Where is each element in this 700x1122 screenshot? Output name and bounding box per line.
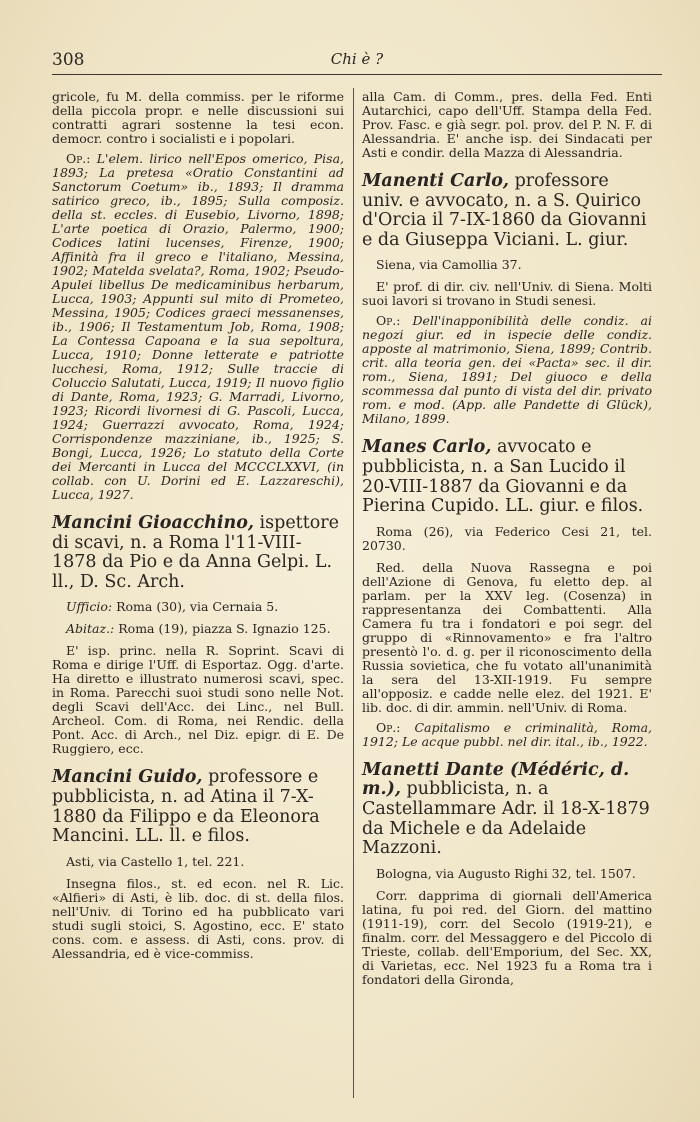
right-column — [362, 90, 652, 993]
column-divider — [353, 88, 354, 1098]
entry-biography: Insegna filos., st. ed econ. nel R. Lic. «Alfieri» di Asti, è lib. doc. di st. della filos. nell'Univ. di Torino ed ha pubblicato vari studi sugli stoici, S. Agostino, ecc. E' stato cons. com. e assess. di Asti, cons. prov. di Alessandria, ed è vice-commiss. — [52, 875, 344, 961]
entry-description: professore e pubblicista, n. ad Atina il 7-X-1880 da Filippo e da Eleonora Mancini. LL. ll. e filos. — [52, 767, 320, 847]
continued-entry-text: gricole, fu M. della commiss. per le riforme della piccola propr. e nelle discussioni sui contratti agrari sostenne la tesi econ. democr. contro i socialisti e i popolari. — [52, 89, 344, 146]
home-address — [52, 622, 344, 636]
works-list: L'elem. lirico nell'Epos omerico, Pisa, 1893; La pretesa «Oratio Constantini ad Sanctorum Coetum» ib., 1893; Il dramma satirico greco, ib., 1895; Sulla composiz. della st. eccles. di Eusebio, Livorno, 1898; L'arte poetica di Orazio, Palermo, 1900; Codices latini lucenses, Firenze, 1900; Affinità fra il greco e l'italiano, Messina, 1902; Matelda svelata?, Roma, 1902; Pseudo-Apulei libellus De medicaminibus herbarum, Lucca, 1903; Appunti sul mito di Prometeo, Messina, 1905; Codices graeci messanenses, ib., 1906; Il Testamentum Job, Roma, 1908; La Contessa Capoana e la sua sepoltura, Lucca, 1910; Donne letterate e patriotte lucchesi, Roma, 1912; Sulle traccie di Coluccio Salutati, Lucca, 1919; Il nuovo figlio di Dante, Roma, 1923; G. Marradi, Livorno, 1923; Ricordi livornesi di G. Pascoli, Lucca, 1924; Guerrazzi avvocato, Roma, 1924; Corrispondenze mazziniane, ib., 1925; S. Bongi, Lucca, 1926; Lo statuto della Corte dei Mercanti in Lucca del MCCCLXXVI, (in collab. con U. Dorini ed E. Lazzareschi), Lucca, 1927. — [52, 151, 344, 502]
continued-entry-works — [52, 152, 344, 502]
entry-address: Bologna, via Augusto Righi 32, tel. 1507. — [376, 865, 636, 881]
entry-heading-manetti-dante — [362, 761, 652, 859]
entry-heading-mancini-guido — [52, 768, 344, 846]
continued-entry-text: alla Cam. di Comm., pres. della Fed. Enti Autarchici, capo dell'Uff. Stampa della Fed. Prov. Fasc. e già segr. pol. prov. del P. N. F. di Alessandria. E' anche isp. dei Sindacati per Asti e condir. della Mazza di Alessandria. — [362, 89, 652, 160]
running-title: Chi è ? — [330, 50, 384, 68]
home-label: Abitaz.: — [66, 621, 115, 637]
home-value: Roma (19), piazza S. Ignazio 125. — [114, 621, 331, 637]
works-list: Dell'inapponibilità delle condiz. ai negozi giur. ed in ispecie delle condiz. apposte al matrimonio, Siena, 1899; Contrib. crit. alla teoria gen. dei «Pacta» sec. il dir. rom., Siena, 1891; Del giuoco e della scommessa dal punto di vista del dir. privato rom. e mod. (App. alle Pandette di Glück), Milano, 1899. — [362, 313, 652, 427]
works-label: Op.: — [376, 313, 401, 329]
entry-description: avvocato e pubblicista, n. a San Lucido il 20-VIII-1887 da Giovanni e da Pierina Cupido. LL. giur. e filos. — [362, 437, 644, 517]
entry-biography: E' isp. princ. nella R. Soprint. Scavi di Roma e dirige l'Uff. di Esportaz. Ogg. d'arte. Ha diretto e illustrato numerosi scavi, spec. in Roma. Parecchi suoi studi sono nelle Not. degli Scavi dell'Acc. dei Linc., nel Bull. Archeol. Com. di Roma, nei Rendic. della Pont. Acc. di Arch., nel Diz. epigr. di E. De Ruggiero, ecc. — [52, 643, 344, 757]
office-address — [52, 600, 344, 614]
entry-name: Mancini Guido, — [52, 767, 203, 788]
entry-works — [362, 314, 652, 426]
page-number: 308 — [52, 50, 85, 70]
entry-description: pubblicista, n. a Castellammare Adr. il 18-X-1879 da Michele e da Adelaide Mazzoni. — [362, 779, 650, 859]
entry-heading-mancini-gioacchino — [52, 514, 344, 592]
entry-alias: (Médéric, d. m.), — [362, 759, 630, 800]
entry-description: ispettore di scavi, n. a Roma l'11-VIII-1878 da Pio e da Anna Gelpi. L. ll., D. Sc. Arch. — [52, 513, 340, 592]
office-value: Roma (30), via Cernaia 5. — [112, 599, 279, 615]
office-label: Ufficio: — [66, 599, 113, 615]
works-label: Op.: — [376, 719, 401, 735]
entry-description: professore univ. e avvocato, n. a S. Quirico d'Orcia il 7-IX-1860 da Giovanni e da Giuseppa Viciani. L. giur. — [362, 171, 647, 250]
entry-heading-manenti-carlo — [362, 172, 652, 250]
entry-heading-manes-carlo — [362, 438, 652, 516]
entry-biography: E' prof. di dir. civ. nell'Univ. di Siena. Molti suoi lavori si trovano in Studi senesi. — [362, 279, 652, 309]
entry-biography: Corr. dapprima di giornali dell'America latina, fu poi red. del Giorn. del mattino (1911-19), corr. del Secolo (1919-21), e finalm. corr. del Messaggero e del Piccolo di Trieste, collab. dell'Emporium, del Sec. XX, di Varietas, ecc. Nel 1923 fu a Roma tra i fondatori della Gironda, — [362, 887, 652, 987]
entry-name: Manetti Dante — [362, 759, 504, 780]
page-header — [52, 48, 662, 75]
entry-name: Manenti Carlo, — [362, 171, 510, 191]
entry-works — [362, 721, 652, 749]
works-label: Op.: — [66, 151, 91, 166]
entry-biography: Red. della Nuova Rassegna e poi dell'Azione di Genova, fu eletto dep. al parlam. per la XXV leg. (Cosenza) in rappresentanza dei Combattenti. Alla Camera fu tra i fondatori e poi segr. del gruppo di «Rinnovamento» e fra l'altro presentò l'o. d. g. per il riconoscimento della Russia sovietica, che fu votato all'unanimità la sera del 13-XII-1919. Fu sempre all'opposiz. e cadde nelle elez. del 1921. E' lib. doc. di dir. ammin. nell'Univ. di Roma. — [362, 559, 652, 715]
left-column — [52, 90, 344, 967]
works-list: Capitalismo e criminalità, Roma, 1912; Le acque pubbl. nel dir. ital., ib., 1922. — [362, 719, 652, 749]
entry-address: Roma (26), via Federico Cesi 21, tel. 20730. — [362, 523, 652, 553]
entry-name: Mancini Gioacchino, — [52, 513, 254, 533]
entry-name: Manes Carlo, — [362, 437, 492, 458]
entry-address: Siena, via Camollia 37. — [376, 257, 522, 273]
entry-address: Asti, via Castello 1, tel. 221. — [66, 853, 245, 869]
